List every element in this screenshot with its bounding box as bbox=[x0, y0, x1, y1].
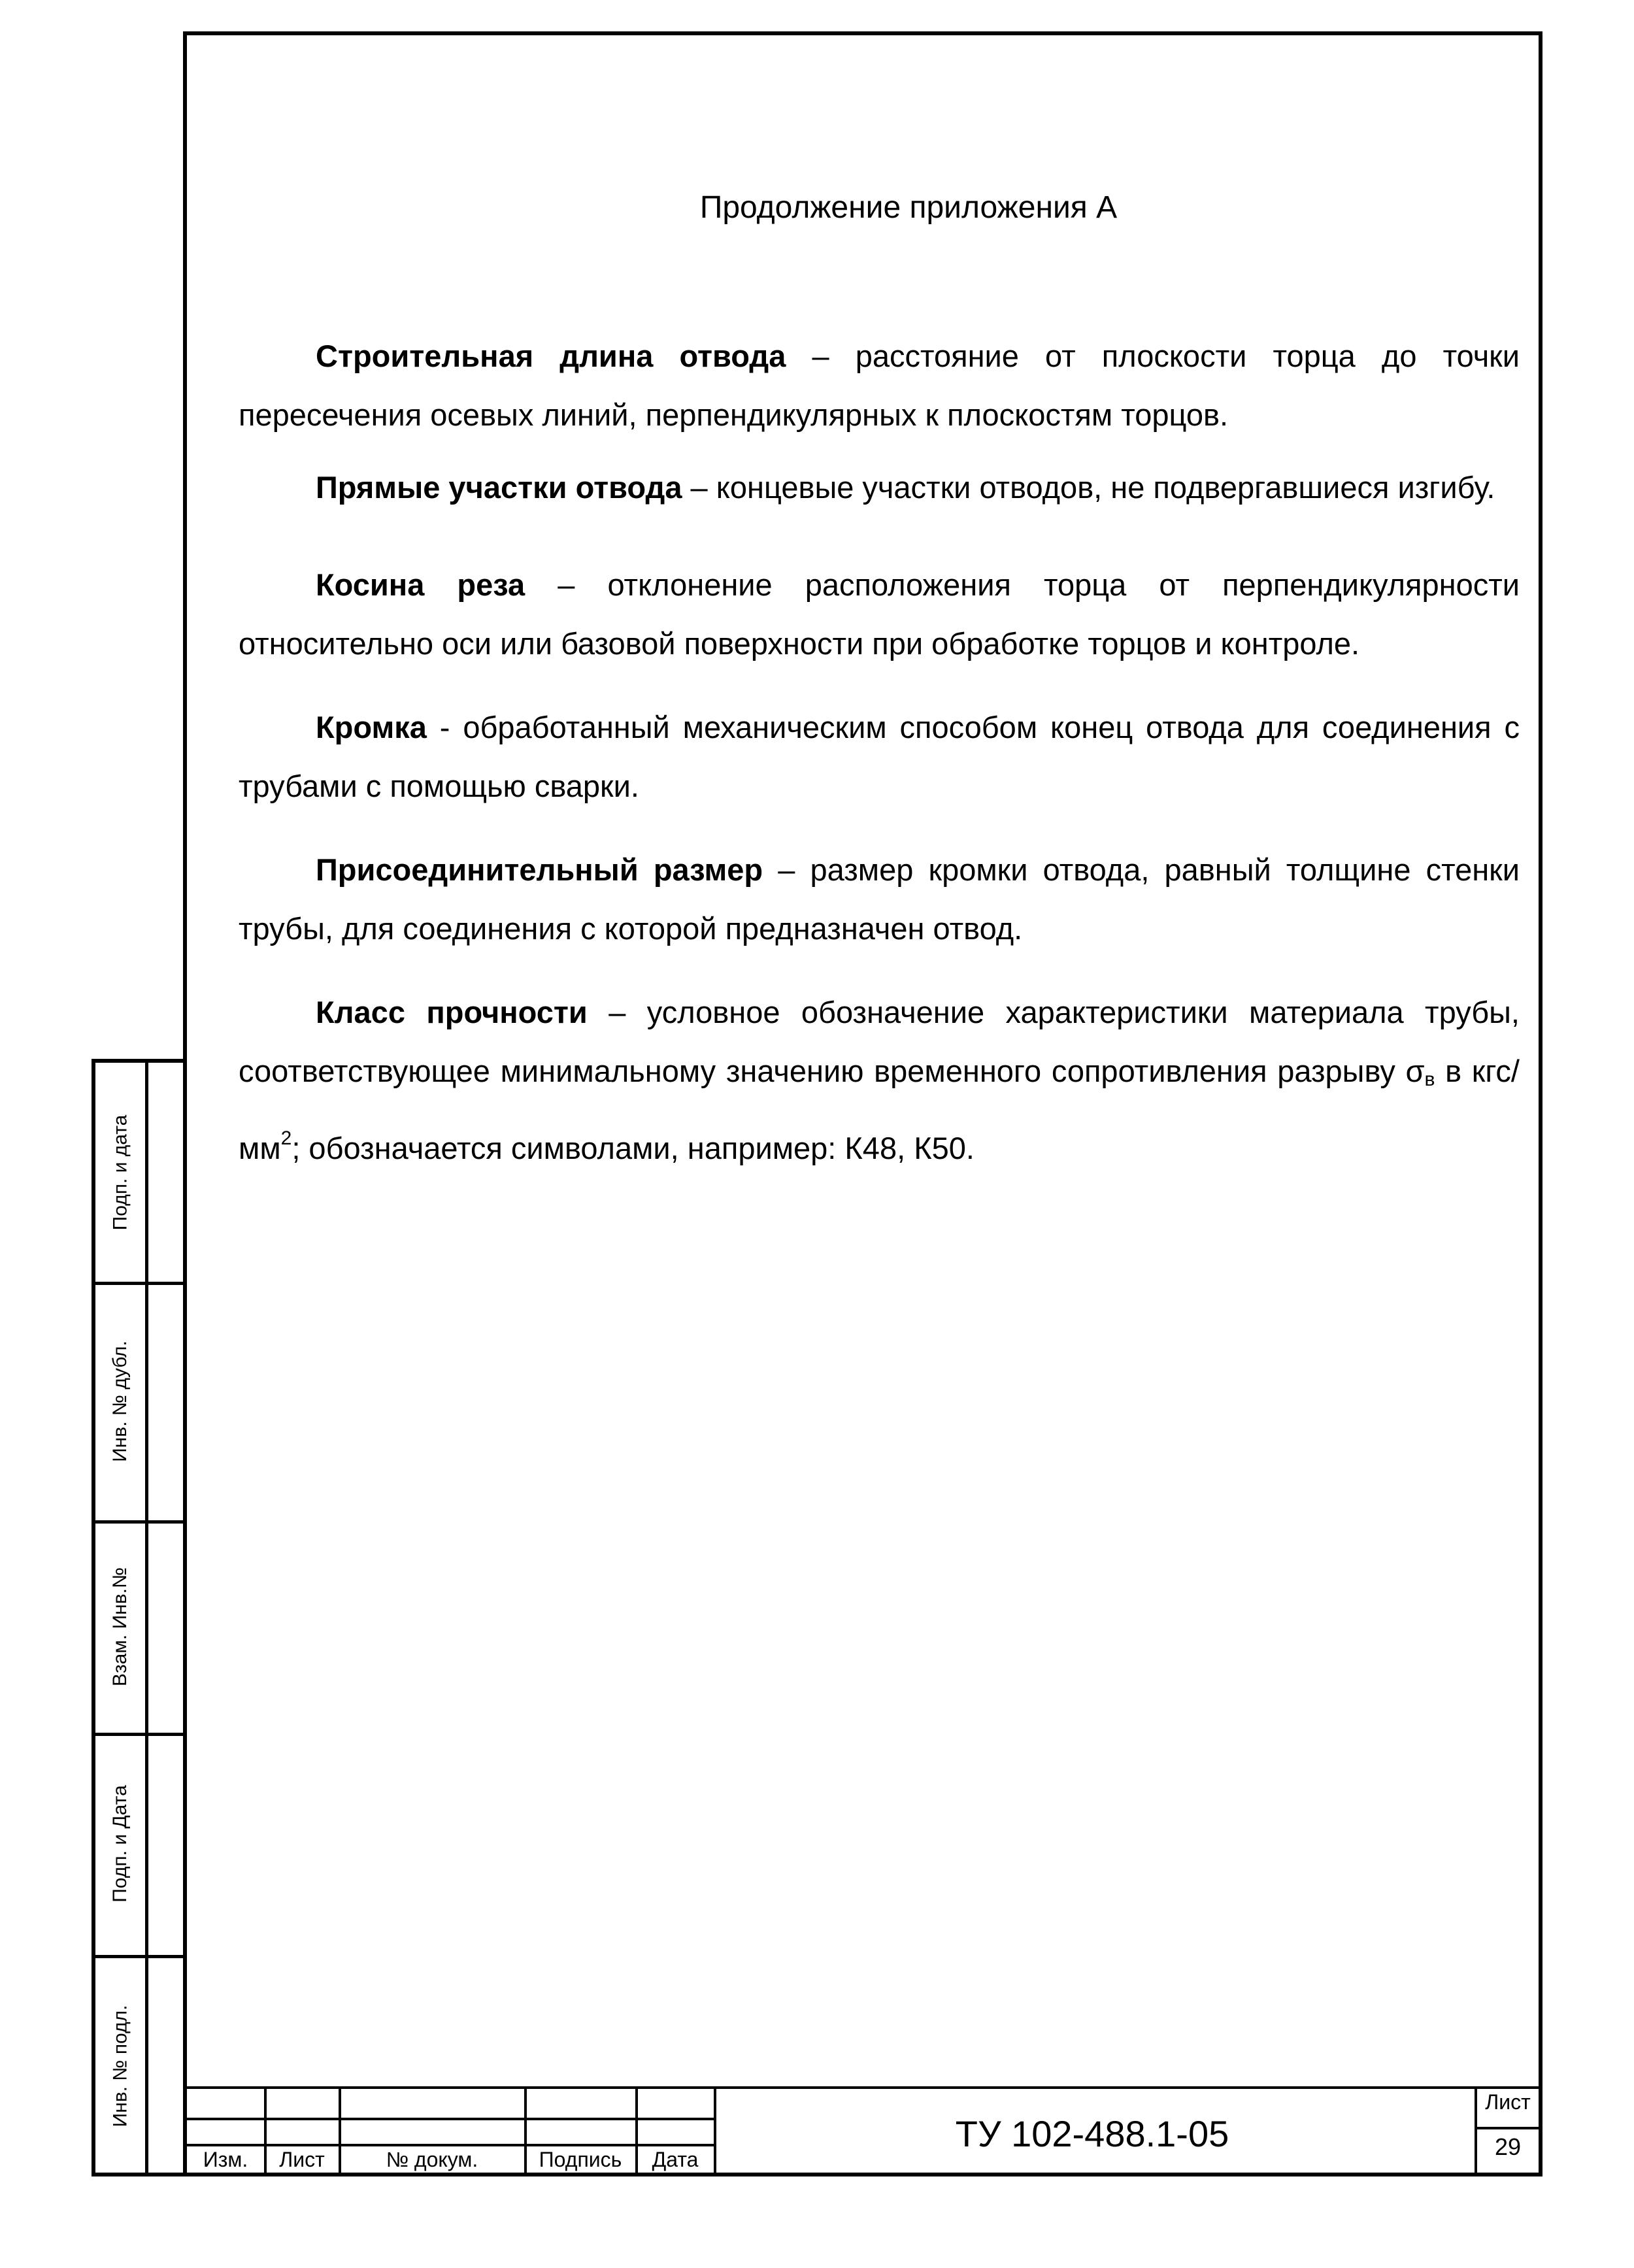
sheet-label: Лист bbox=[1485, 2090, 1531, 2114]
side-stamp bbox=[92, 1059, 187, 2176]
definition-paragraph bbox=[239, 327, 1520, 444]
definition-term: Кромка bbox=[316, 710, 427, 744]
definition-superscript: 2 bbox=[280, 1127, 292, 1149]
definition-separator: – bbox=[786, 339, 856, 373]
definition-paragraph bbox=[239, 469, 1520, 506]
definition-term: Класс прочности bbox=[316, 995, 588, 1029]
definition-separator: – bbox=[587, 995, 647, 1029]
definition-paragraph bbox=[239, 841, 1520, 958]
definition-text: концевые участки отводов, не подвергавшиеся изгибу. bbox=[716, 470, 1495, 505]
side-stamp-divider bbox=[145, 1063, 148, 2173]
definition-text: отклонение расположения торца от перпендикулярности относительно оси или базовой поверхности при обработке торцов и контроле. bbox=[239, 567, 1520, 661]
definition-separator: – bbox=[763, 852, 810, 887]
side-stamp-cell bbox=[95, 1520, 145, 1733]
side-stamp-label: Инв. № подл. bbox=[109, 2005, 131, 2127]
side-stamp-label: Инв. № дубл. bbox=[109, 1340, 131, 1462]
definition-separator: – bbox=[525, 567, 608, 602]
definition-paragraph bbox=[239, 556, 1520, 673]
side-stamp-cell bbox=[95, 1955, 145, 2176]
title-block-line bbox=[187, 2086, 1539, 2089]
title-block-line bbox=[1477, 2127, 1539, 2129]
definitions-body bbox=[239, 327, 1520, 1203]
side-stamp-label: Взам. Инв.№ bbox=[109, 1567, 131, 1686]
column-label-sheet: Лист bbox=[279, 2148, 325, 2171]
side-stamp-cell bbox=[95, 1063, 145, 1282]
definition-term: Присоединительный размер bbox=[316, 852, 763, 887]
side-stamp-label: Подп. и дата bbox=[109, 1114, 131, 1230]
definition-term: Прямые участки отвода bbox=[316, 470, 682, 505]
definition-term: Строительная длина отвода bbox=[316, 339, 786, 373]
page-heading bbox=[0, 190, 1634, 225]
column-label-change: Изм. bbox=[203, 2148, 248, 2171]
side-stamp-cell bbox=[95, 1733, 145, 1955]
definition-text: условное обозначение характеристики материала трубы, соответствующее минимальному значению временного сопротивления разрыву σ bbox=[239, 995, 1520, 1088]
side-stamp-cell bbox=[95, 1282, 145, 1520]
definition-text: размер кромки отвода, равный толщине стенки трубы, для соединения с которой предназначен отвод. bbox=[239, 852, 1520, 946]
definition-text: расстояние от плоскости торца до точки пересечения осевых линий, перпендикулярных к плоскостям торцов. bbox=[239, 339, 1520, 432]
column-label-doc-number: № докум. bbox=[386, 2148, 478, 2171]
definition-text: в кгс/мм bbox=[239, 1054, 1520, 1165]
heading-text: Продолжение приложения А bbox=[699, 190, 1118, 225]
column-label-signature: Подпись bbox=[539, 2148, 622, 2171]
definition-separator: - bbox=[426, 710, 463, 744]
document-code: ТУ 102-488.1-05 bbox=[955, 2113, 1229, 2154]
definition-separator: – bbox=[682, 470, 716, 505]
column-label-date: Дата bbox=[652, 2148, 699, 2171]
definition-paragraph bbox=[239, 698, 1520, 816]
title-block bbox=[187, 2086, 1539, 2173]
definition-text: ; обозначается символами, например: К48, К50. bbox=[292, 1131, 975, 1165]
definition-text: обработанный механическим способом конец отвода для соединения с трубами с помощью сварки. bbox=[239, 710, 1520, 803]
definition-term: Косина реза bbox=[316, 567, 525, 602]
sheet-number: 29 bbox=[1494, 2133, 1522, 2160]
definition-subscript: в bbox=[1424, 1069, 1435, 1090]
definition-paragraph bbox=[239, 983, 1520, 1178]
side-stamp-label: Подп. и Дата bbox=[109, 1785, 131, 1903]
